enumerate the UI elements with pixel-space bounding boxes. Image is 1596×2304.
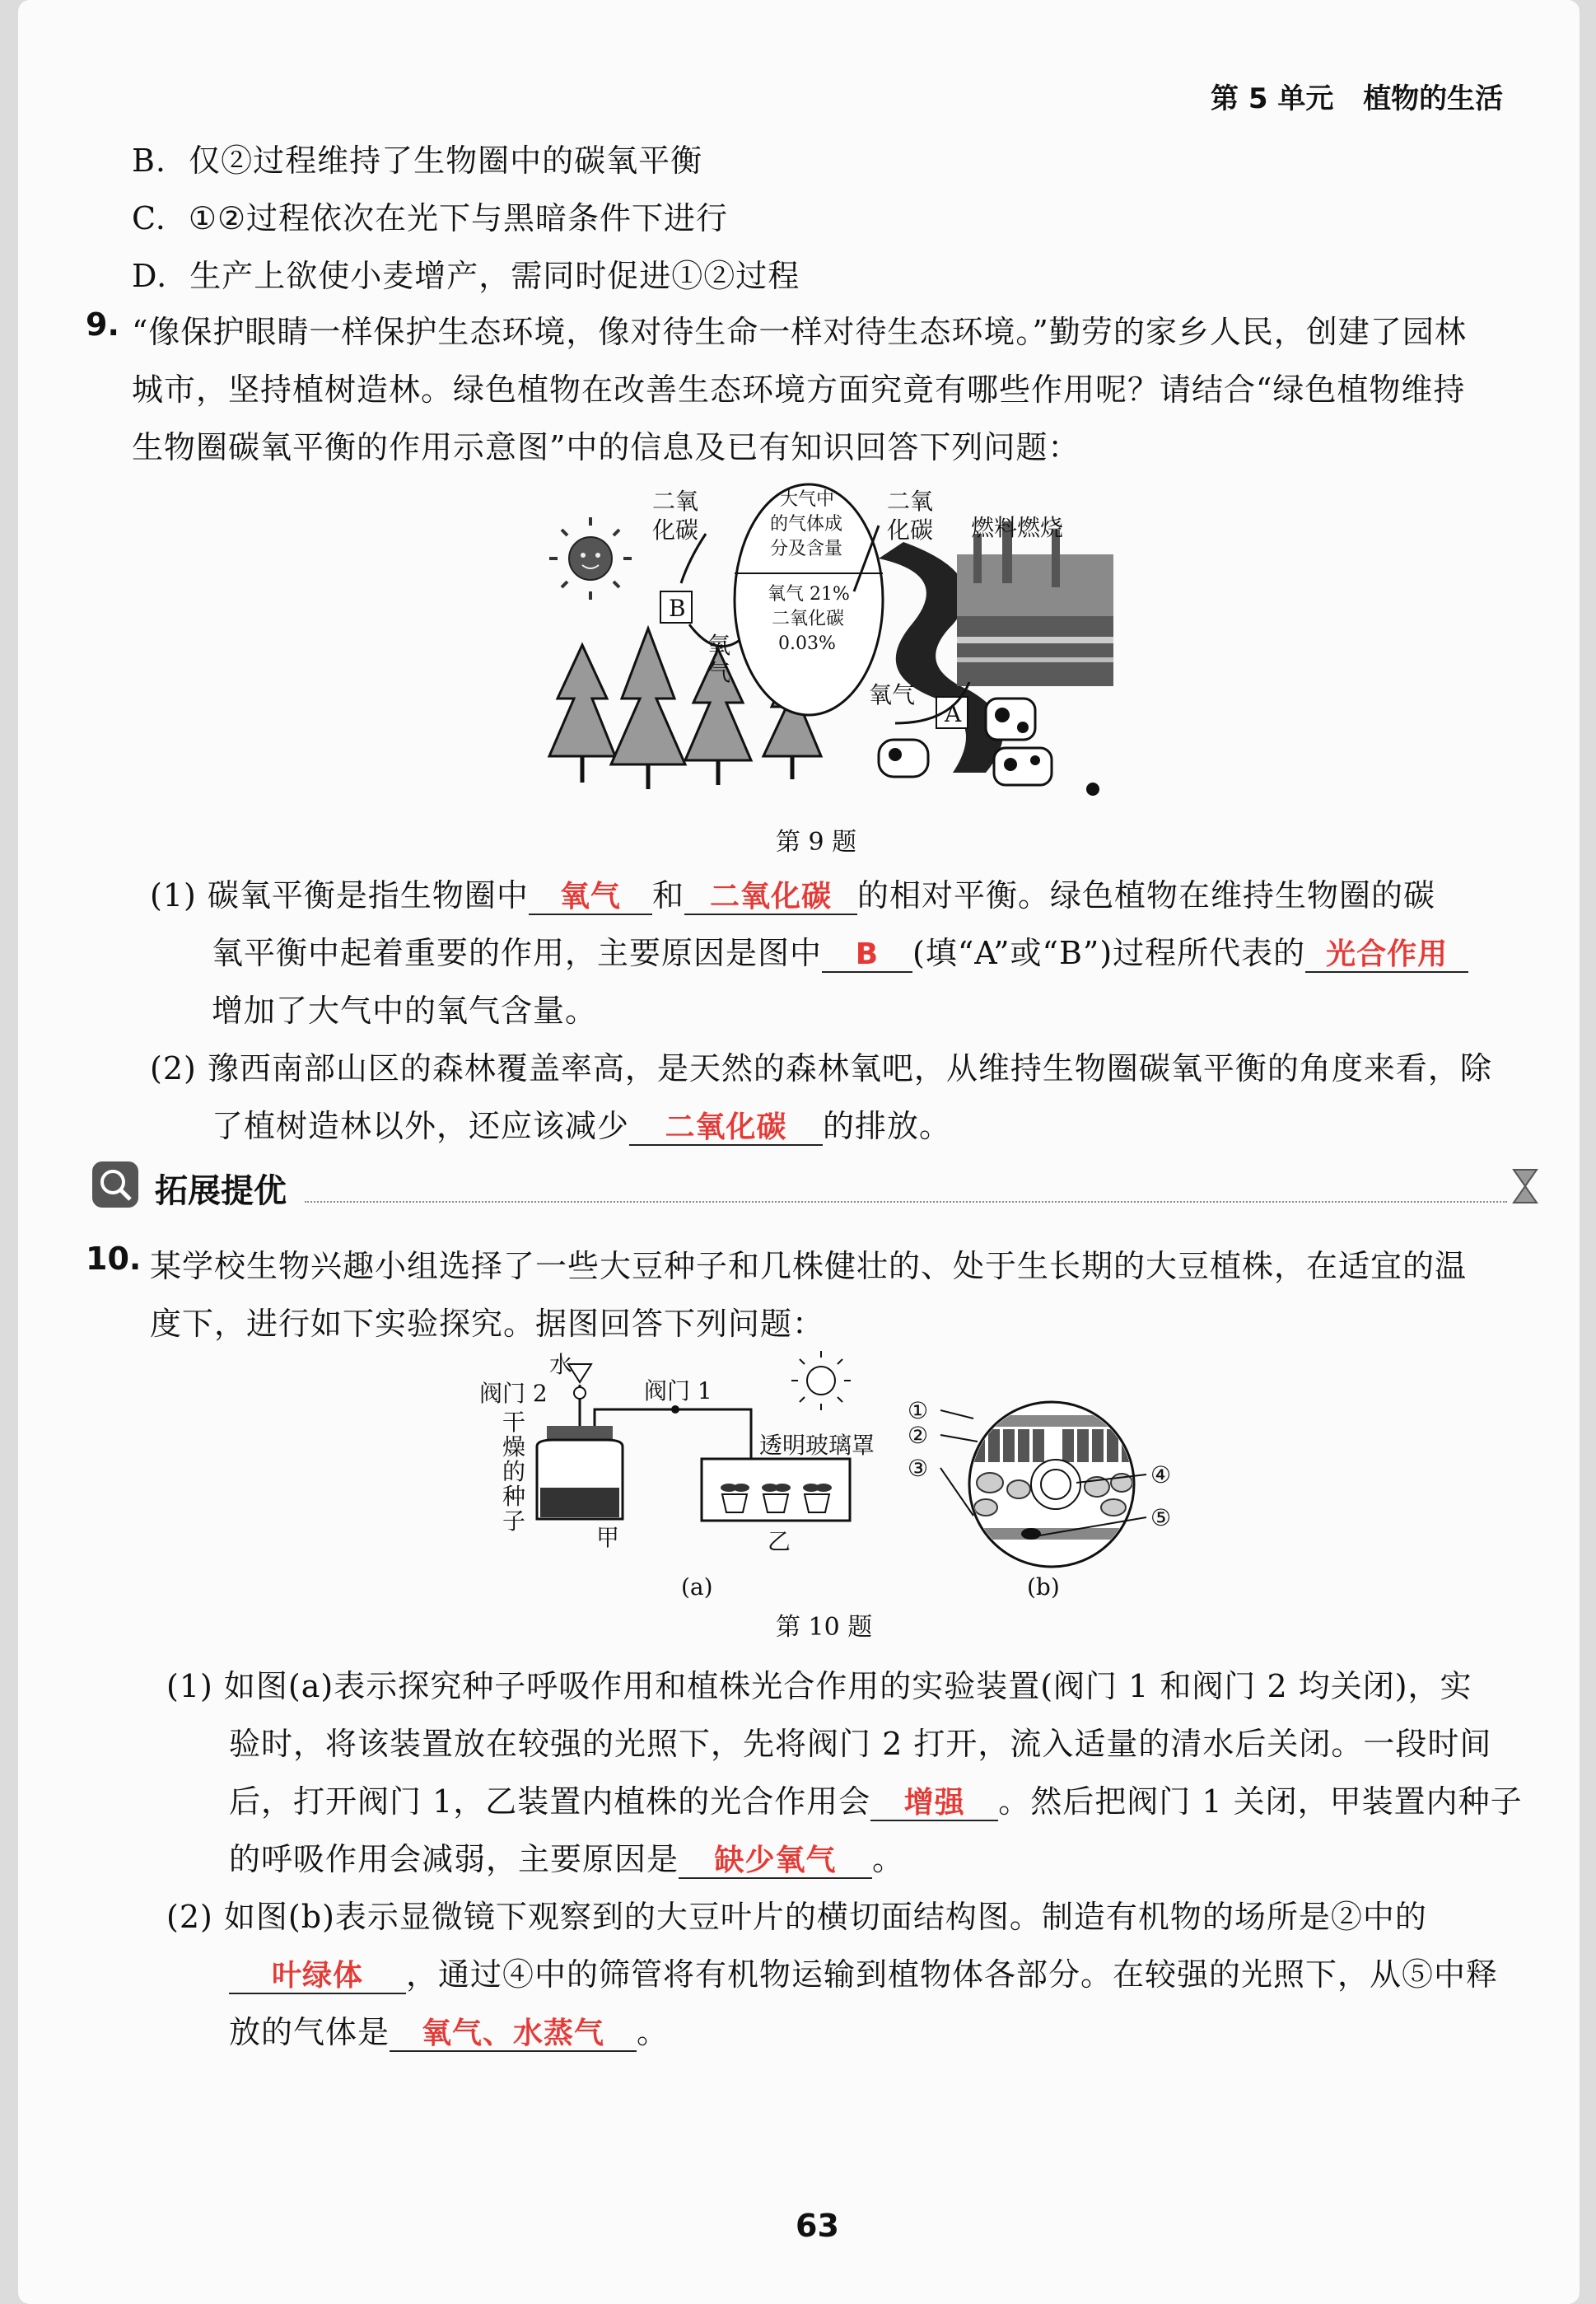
marker-5: ⑤: [1150, 1504, 1172, 1531]
q10-part-1-line-4: [229, 1834, 904, 1879]
q9-stem-line-1: “像保护眼睛一样保护生态环境，像对待生命一样对待生态环境。”勤劳的家乡人民，创建了园林: [132, 314, 1467, 350]
magnifier-icon: [91, 1160, 140, 1209]
text: 放的气体是: [229, 2014, 390, 2050]
carbon-oxygen-balance-figure: [525, 476, 1118, 806]
upper-epidermis: [965, 1415, 1138, 1427]
text: 如图(b)表示显微镜下观察到的大豆叶片的横切面结构图。制造有机物的场所是②中的: [223, 1899, 1427, 1935]
section-title: 拓展提优: [155, 1172, 287, 1210]
part-label: (2): [150, 1050, 197, 1087]
option-letter: D.: [132, 258, 168, 294]
sun-icon: [791, 1351, 851, 1410]
option-text: ①②过程依次在光下与黑暗条件下进行: [188, 200, 729, 236]
page: [18, 0, 1580, 2304]
option-c: [132, 193, 728, 238]
answer-blank: 缺少氧气: [679, 1844, 872, 1879]
q10-part-2-line-1: [166, 1891, 1427, 1937]
valve-2-label: 阀门 2: [479, 1380, 548, 1407]
text: 碳氧平衡是指生物圈中: [207, 877, 529, 914]
dry-seeds-1: 干: [502, 1409, 526, 1436]
marker-1: ①: [908, 1397, 929, 1424]
answer-blank: B: [822, 938, 912, 973]
q10-stem-line-1: 某学校生物兴趣小组选择了一些大豆种子和几株健壮的、处于生长期的大豆植株，在适宜的温: [150, 1248, 1468, 1284]
text: 如图(a)表示探究种子呼吸作用和植株光合作用的实验装置(阀门 1 和阀门 2 均关闭)，实: [223, 1668, 1472, 1704]
text: 和: [651, 877, 684, 914]
part-label: (2): [166, 1899, 213, 1935]
co2-left-2: 化碳: [652, 516, 699, 544]
water-label: 水: [549, 1351, 573, 1378]
text: 的呼吸作用会减弱，主要原因是: [229, 1841, 679, 1877]
yi-label: 乙: [768, 1528, 791, 1555]
section-header: [91, 1160, 1540, 1213]
answer-blank: 二氧化碳: [684, 881, 857, 915]
q9-part-2-line-2: [212, 1101, 951, 1146]
oxygen-left-1: 氧: [707, 632, 731, 659]
figure-10-caption: 第 10 题: [776, 1613, 873, 1642]
atmos-content-2: 二氧化碳: [772, 609, 845, 629]
atmos-content-1: 氧气 21%: [768, 584, 850, 605]
atmos-title-2: 的气体成: [770, 514, 843, 535]
text: (填“A”或“B”)过程所代表的: [912, 935, 1306, 971]
section-divider: [305, 1201, 1507, 1203]
unit-label: 第 5 单元: [1211, 82, 1334, 115]
option-letter: B.: [132, 143, 167, 179]
stoma: [1021, 1528, 1041, 1540]
dry-seeds-2: 燥: [502, 1433, 526, 1460]
marker-2: ②: [908, 1422, 929, 1449]
option-text: 生产上欲使小麦增产，需同时促进①②过程: [189, 258, 800, 294]
option-d: [132, 250, 800, 296]
text: ，通过④中的筛管将有机物运输到植物体各部分。在较强的光照下，从⑤中释: [406, 1956, 1499, 1993]
q10-part-1-line-1: [166, 1661, 1472, 1706]
atmos-title-3: 分及含量: [770, 539, 843, 559]
text: 豫西南部山区的森林覆盖率高，是天然的森林氧吧，从维持生物圈碳氧平衡的角度来看，除: [207, 1050, 1492, 1087]
question-number: 9.: [86, 306, 119, 343]
co2-right-1: 二氧: [887, 488, 934, 515]
question-number: 10.: [86, 1241, 142, 1277]
q9-part-1-line-2: [212, 928, 1468, 973]
vein-bundle: [1031, 1460, 1080, 1509]
q10-part-2-line-3: [229, 2007, 669, 2052]
text: 后，打开阀门 1，乙装置内植株的光合作用会: [229, 1783, 871, 1820]
text: 了植树造林以外，还应该减少: [212, 1108, 630, 1144]
figure-b-label: (b): [1027, 1573, 1060, 1601]
text: 。: [872, 1841, 905, 1877]
option-text: 仅②过程维持了生物圈中的碳氧平衡: [189, 143, 703, 179]
q9-part-2-line-1: [150, 1043, 1492, 1088]
atmos-content-3: 0.03%: [778, 633, 836, 654]
dry-seeds-5: 子: [502, 1507, 526, 1535]
q9-part-1-line-1: [150, 870, 1435, 915]
marker-4: ④: [1150, 1461, 1172, 1488]
answer-blank: 二氧化碳: [629, 1111, 823, 1146]
q9-part-1-line-3: 增加了大气中的氧气含量。: [212, 993, 598, 1029]
answer-blank: 叶绿体: [229, 1960, 406, 1994]
answer-blank: 氧气、水蒸气: [390, 2017, 637, 2052]
page-number: 63: [796, 2208, 839, 2244]
part-label: (1): [150, 877, 197, 914]
valve-1-icon: [671, 1405, 679, 1414]
text: 。然后把阀门 1 关闭，甲装置内种子: [998, 1783, 1523, 1820]
text: 。: [637, 2014, 670, 2050]
option-letter: C.: [132, 200, 166, 236]
glass-cover-label: 透明玻璃罩: [759, 1432, 875, 1459]
part-label: (1): [166, 1668, 213, 1704]
dry-seeds-3: 的: [502, 1458, 526, 1485]
unit-title: 植物的生活: [1363, 82, 1504, 115]
box-b-label: B: [669, 595, 686, 622]
q9-stem-line-3: 生物圈碳氧平衡的作用示意图”中的信息及已有知识回答下列问题：: [132, 429, 1080, 465]
dry-seeds-4: 种: [502, 1483, 526, 1510]
factory-icon: [957, 521, 1113, 686]
q9-stem-line-2: 城市，坚持植树造林。绿色植物在改善生态环境方面究竟有哪些作用呢？请结合“绿色植物维持: [132, 372, 1466, 408]
apparatus-figure-a: [479, 1348, 908, 1603]
sun-icon: [549, 517, 632, 600]
valve-2-icon: [574, 1387, 586, 1399]
answer-blank: 氧气: [529, 881, 652, 915]
jia-label: 甲: [596, 1524, 620, 1551]
figure-9-caption: 第 9 题: [776, 828, 857, 857]
hourglass-icon: [1510, 1166, 1540, 1206]
answer-blank: 光合作用: [1305, 938, 1468, 973]
text: 的相对平衡。绿色植物在维持生物圈的碳: [856, 877, 1435, 914]
fuel-burning-label: 燃料燃烧: [971, 514, 1064, 541]
co2-left-1: 二氧: [652, 488, 699, 515]
leaf-cross-section-figure-b: [908, 1392, 1188, 1606]
text: 氧平衡中起着重要的作用，主要原因是图中: [212, 935, 823, 971]
q10-part-1-line-2: 验时，将该装置放在较强的光照下，先将阀门 2 打开，流入适量的清水后关闭。一段时间: [229, 1726, 1492, 1762]
plant-pots: [722, 1494, 829, 1512]
oxygen-right: 氧气: [869, 681, 916, 708]
option-b: [132, 135, 702, 180]
co2-right-2: 化碳: [887, 516, 934, 544]
q10-part-1-line-3: [229, 1776, 1523, 1821]
q10-part-2-line-2: [229, 1949, 1498, 1994]
text: 的排放。: [823, 1108, 952, 1144]
unit-header: [1211, 76, 1503, 116]
oxygen-left-2: 气: [707, 659, 731, 686]
box-a-label: A: [945, 700, 962, 727]
answer-blank: 增强: [870, 1787, 998, 1821]
marker-3: ③: [908, 1455, 929, 1482]
seeds-fill: [540, 1488, 619, 1517]
atmos-title-1: 大气中: [780, 489, 835, 510]
valve-1-label: 阀门 1: [644, 1377, 712, 1404]
figure-a-label: (a): [681, 1573, 713, 1601]
q10-stem-line-2: 度下，进行如下实验探究。据图回答下列问题：: [150, 1306, 825, 1342]
